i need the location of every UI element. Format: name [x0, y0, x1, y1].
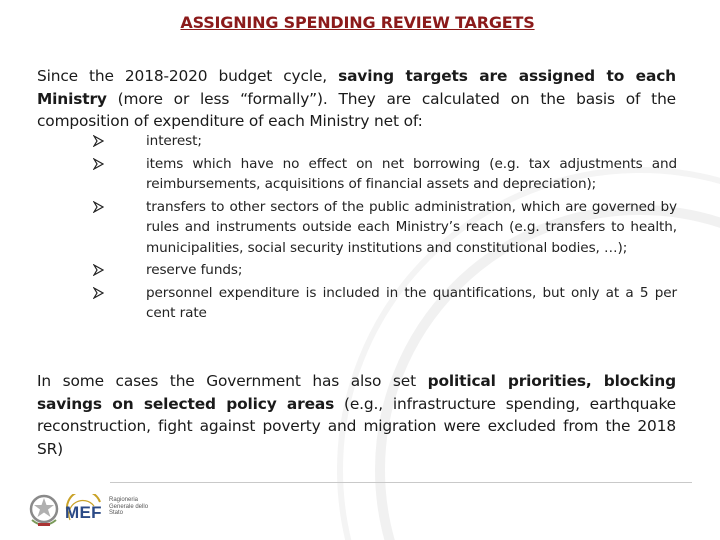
list-item [93, 197, 677, 259]
intro-text-2: (more or less “formally”). They are calculated on the basis of the composition of expenditure of each Ministry net of: [37, 89, 676, 130]
mef-logo-text: MEF [65, 503, 102, 522]
arrow-bullet-icon [93, 158, 104, 170]
closing-paragraph [37, 370, 676, 460]
arrow-bullet-icon [93, 264, 104, 276]
list-item [93, 131, 677, 152]
exclusion-list [93, 131, 677, 326]
list-item [93, 154, 677, 195]
list-item [93, 260, 677, 281]
slide-title: ASSIGNING SPENDING REVIEW TARGETS [180, 13, 535, 32]
mef-logo-subtitle: Ragioneria Generale dello Stato [109, 497, 149, 516]
list-item-text: transfers to other sectors of the public administration, which are governed by rules and instruments outside each Ministry’s reach (e.g. transfers to health, municipalities, social security institutions and constitutional bodies, …); [146, 198, 677, 256]
list-item-text: personnel expenditure is included in the quantifications, but only at a 5 per cent rate [146, 284, 677, 321]
footer-divider [110, 482, 692, 483]
intro-bold: saving targets are assigned to each Ministry [37, 67, 676, 108]
italian-emblem-icon [27, 492, 61, 530]
intro-paragraph [37, 65, 676, 133]
closing-text-1: In some cases the Government has also set [37, 372, 428, 390]
arrow-bullet-icon [93, 135, 104, 147]
list-item [93, 283, 677, 324]
intro-text-1: Since the 2018-2020 budget cycle, [37, 67, 339, 85]
closing-text-2: (e.g., infrastructure spending, earthquake reconstruction, fight against poverty and migration were excluded from the 2018 SR) [37, 394, 676, 458]
arrow-bullet-icon [93, 287, 104, 299]
list-item-text: interest; [146, 133, 202, 149]
list-item-text: reserve funds; [146, 262, 243, 278]
arrow-bullet-icon [93, 201, 104, 213]
closing-bold: political priorities, blocking savings on selected policy areas [37, 372, 676, 413]
list-item-text: items which have no effect on net borrowing (e.g. tax adjustments and reimbursements, acquisitions of financial assets and depreciation); [146, 155, 677, 192]
